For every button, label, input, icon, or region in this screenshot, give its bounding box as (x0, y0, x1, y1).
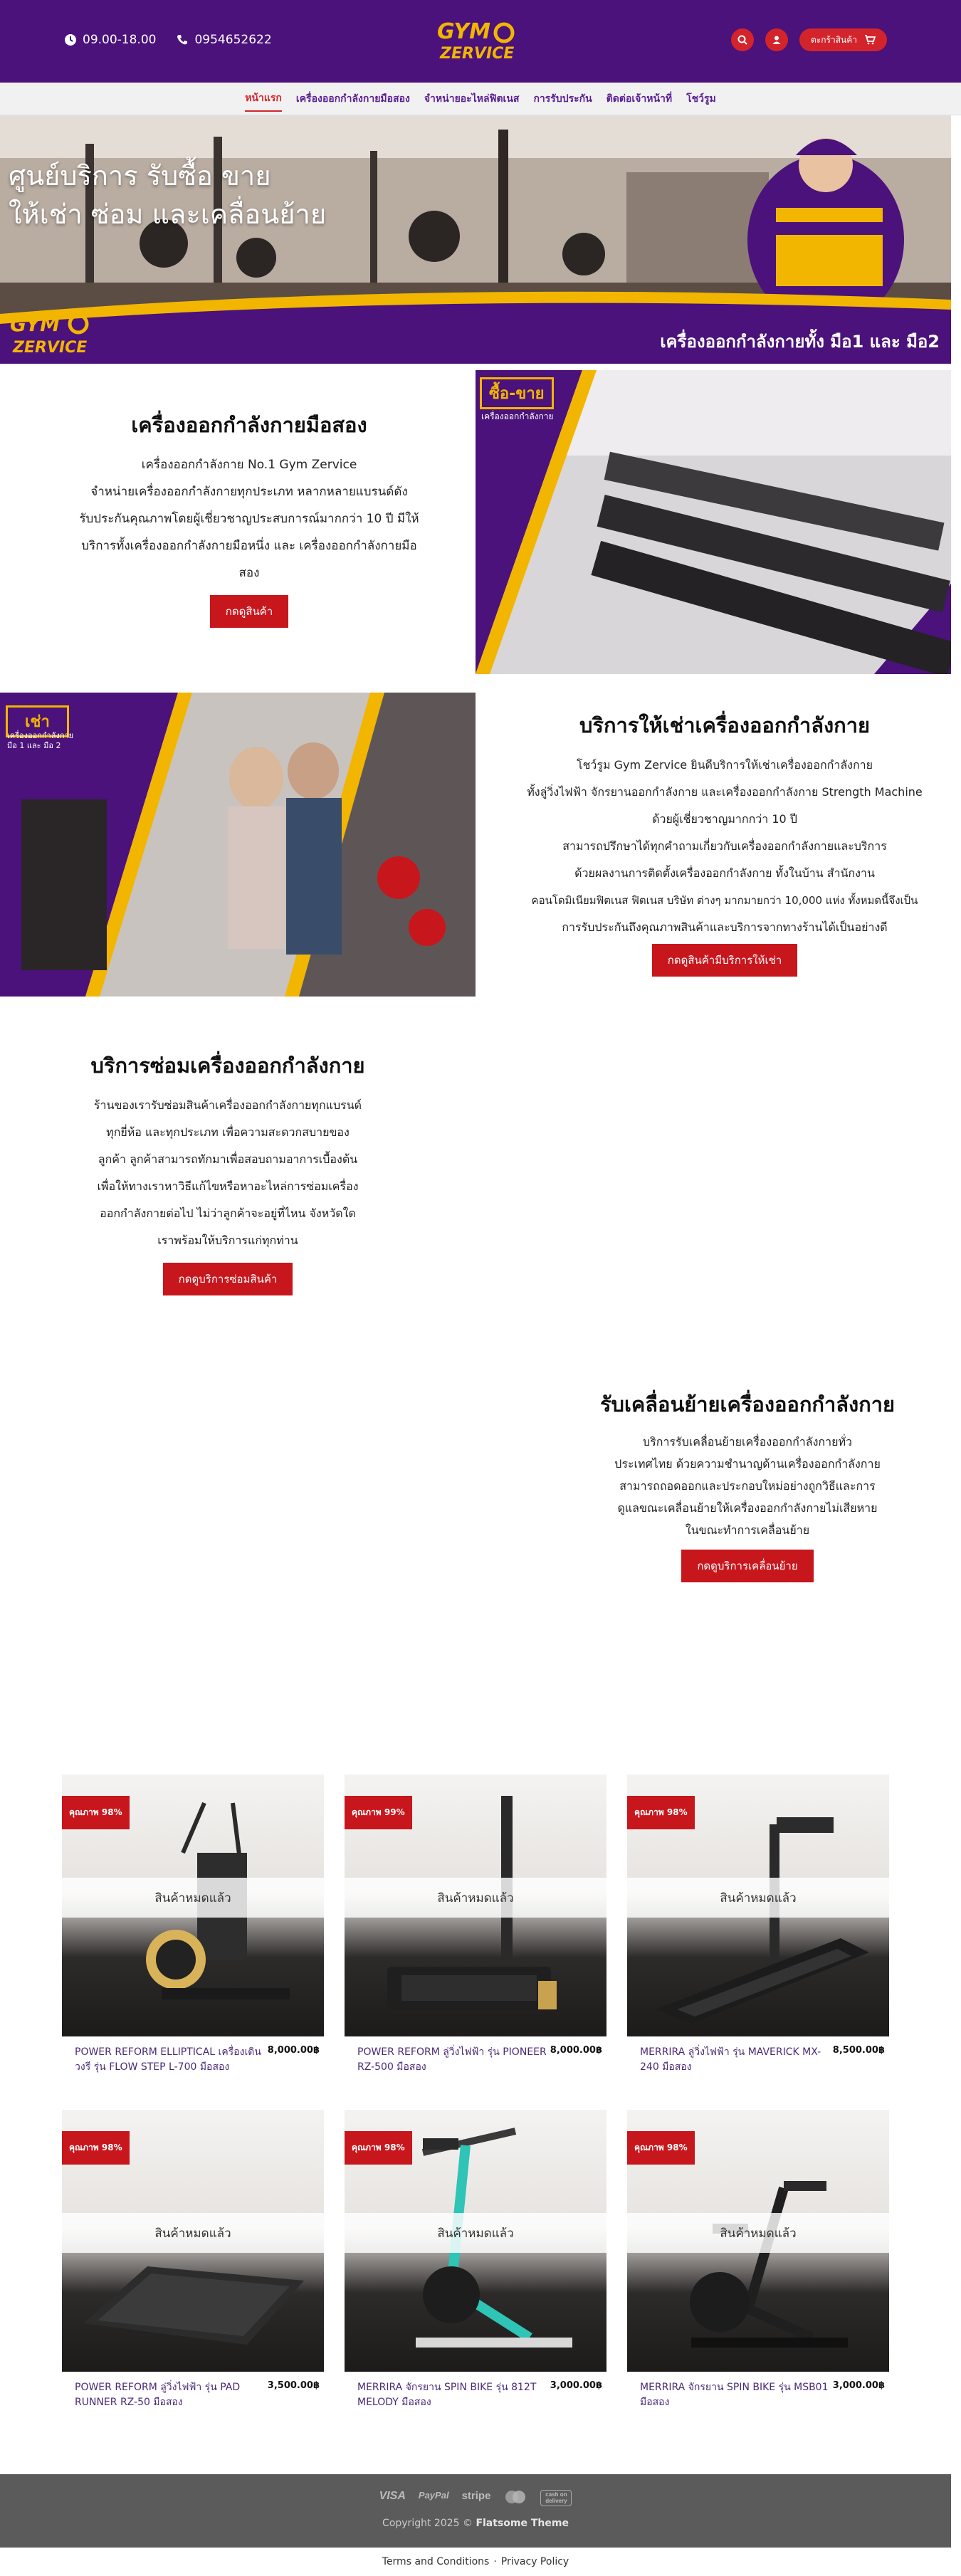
product-info (627, 2036, 889, 2075)
product-image[interactable] (627, 1775, 889, 2036)
product-info (627, 2372, 889, 2410)
secondhand-title: เครื่องออกกำลังกายมือสอง (131, 413, 367, 437)
rent-section (498, 709, 951, 977)
cod-icon (540, 2490, 572, 2506)
paypal-icon: PayPal (418, 2490, 449, 2501)
product-name[interactable]: POWER REFORM ลู่วิ่งไฟฟ้า รุ่น PIONEER RZ-500 มือสอง (357, 2046, 547, 2073)
buy-sell-tag: ซื้อ-ขาย (480, 377, 554, 409)
move-line3: สามารถถอดออกและประกอบใหม่อย่างถูกวิธีและการ (619, 1479, 876, 1493)
footer-links (0, 2548, 951, 2576)
phone-number[interactable] (176, 33, 271, 47)
rent-line5: ด้วยผลงานการติดตั้งเครื่องออกกำลังกาย ทั้งในบ้าน สำนักงาน (574, 866, 875, 880)
nav-item-contact[interactable]: ติดต่อเจ้าหน้าที่ (606, 93, 673, 105)
clock-icon (64, 33, 77, 46)
hours-text: 09.00-18.00 (83, 33, 157, 47)
rent-description (498, 752, 951, 941)
repair-line1: ร้านของเรารับซ่อมสินค้าเครื่องออกกำลังกายทุกแบรนด์ (93, 1098, 362, 1112)
site-header (0, 0, 961, 83)
header-actions (731, 28, 887, 51)
repair-title: บริการซ่อมเครื่องออกกำลังกาย (90, 1053, 365, 1078)
rent-title: บริการให้เช่าเครื่องออกกำลังกาย (579, 713, 871, 737)
sold-out-label: สินค้าหมดแล้ว (345, 2213, 606, 2253)
product-info (62, 2372, 324, 2410)
product-card[interactable] (62, 2110, 324, 2410)
cod-label: cash on delivery (545, 2491, 567, 2504)
rent-line6: คอนโดมิเนียมฟิตเนส ฟิตเนส บริษัท ต่างๆ มากมายกว่า 10,000 แห่ง ทั้งหมดนี้จึงเป็น (531, 894, 918, 907)
product-name[interactable]: POWER REFORM ลู่วิ่งไฟฟ้า รุ่น PAD RUNNER RZ-50 มือสอง (75, 2382, 241, 2408)
product-info (62, 2036, 324, 2075)
view-repair-button[interactable]: กดดูบริการซ่อมสินค้า (163, 1263, 293, 1295)
move-line2: ประเทศไทย ด้วยความชำนาญด้านเครื่องออกกำลังกาย (614, 1457, 881, 1471)
product-card[interactable] (627, 1775, 889, 2075)
product-price: 8,500.00฿ (832, 2045, 885, 2056)
repair-section (43, 1049, 413, 1295)
view-move-button[interactable]: กดดูบริการเคลื่อนย้าย (681, 1550, 813, 1582)
cart-icon (864, 35, 876, 45)
stripe-icon: stripe (461, 2490, 491, 2502)
rent-tag: เช่า (6, 705, 69, 737)
nav-item-warranty[interactable]: การรับประกัน (533, 93, 592, 105)
product-image[interactable] (345, 1775, 606, 2036)
gym-zervice-logo[interactable] (434, 17, 518, 64)
buy-sell-tag-sub: เครื่องออกกำลังกาย (481, 411, 554, 421)
secondhand-image (476, 370, 951, 674)
product-image[interactable] (62, 2110, 324, 2372)
product-card[interactable] (345, 1775, 606, 2075)
product-name[interactable]: MERRIRA จักรยาน SPIN BIKE รุ่น MSB01 มือสอง (640, 2382, 829, 2408)
secondhand-section (43, 409, 456, 628)
rent-line2: ทั้งลู่วิ่งไฟฟ้า จักรยานออกกำลังกาย และเครื่องออกกำลังกาย Strength Machine (527, 785, 923, 799)
quality-badge: คุณภาพ 98% (345, 2131, 412, 2165)
secondhand-line2: จำหน่ายเครื่องออกกำลังกายทุกประเภท หลากหลายแบรนด์ดัง (90, 485, 408, 499)
footer-link-separator: · (493, 2556, 497, 2567)
visa-icon: VISA (379, 2490, 406, 2502)
hero-title-line2: ให้เช่า ซ่อม และเคลื่อนย้าย (9, 199, 327, 230)
logo-text-top: GYM (437, 19, 490, 44)
terms-link[interactable]: Terms and Conditions (382, 2556, 490, 2567)
repair-line3: ลูกค้า ลูกค้าสามารถทักมาเพื่อสอบถามอาการเบื้องต้น (98, 1152, 358, 1166)
rent-tag-sub1: เครื่องออกกำลังกาย (7, 731, 74, 740)
product-price: 3,000.00฿ (550, 2380, 602, 2391)
secondhand-line3: รับประกันคุณภาพโดยผู้เชี่ยวชาญประสบการณ์มากกว่า 10 ปี มีให้ (79, 512, 419, 526)
phone-icon (176, 33, 189, 46)
secondhand-line4: บริการทั้งเครื่องออกกำลังกายมือหนึ่ง และ เครื่องออกกำลังกายมือ (81, 539, 417, 553)
product-image[interactable] (345, 2110, 606, 2372)
product-image[interactable] (627, 2110, 889, 2372)
copyright-theme[interactable]: Flatsome Theme (476, 2518, 569, 2529)
cart-button[interactable] (799, 28, 887, 51)
product-info (345, 2372, 606, 2410)
payment-icons (0, 2474, 951, 2506)
product-info (345, 2036, 606, 2075)
opening-hours (64, 33, 156, 47)
mastercard-icon (503, 2490, 527, 2506)
hero-caption: เครื่องออกกำลังกายทั้ง มือ1 และ มือ2 (660, 332, 940, 352)
product-name[interactable]: MERRIRA ลู่วิ่งไฟฟ้า รุ่น MAVERICK MX-240 มือสอง (640, 2046, 821, 2073)
quality-badge: คุณภาพ 98% (62, 2131, 130, 2165)
move-line1: บริการรับเคลื่อนย้ายเครื่องออกกำลังกายทั่ว (643, 1435, 852, 1449)
quality-badge: คุณภาพ 98% (627, 2131, 695, 2165)
product-card[interactable] (62, 1775, 324, 2075)
nav-item-parts[interactable]: จำหน่ายอะไหล่ฟิตเนส (424, 93, 520, 105)
hero-banner (0, 115, 951, 364)
sold-out-label: สินค้าหมดแล้ว (627, 1878, 889, 1918)
logo-text-bottom: ZERVICE (440, 45, 515, 63)
rent-tag-sub (7, 731, 73, 751)
quality-badge: คุณภาพ 99% (345, 1796, 412, 1829)
move-description (562, 1431, 933, 1541)
header-info (64, 33, 272, 47)
sold-out-label: สินค้าหมดแล้ว (62, 1878, 324, 1918)
nav-item-secondhand[interactable]: เครื่องออกกำลังกายมือสอง (295, 93, 410, 105)
quality-badge: คุณภาพ 98% (62, 1796, 130, 1829)
product-price: 8,000.00฿ (267, 2045, 320, 2056)
repair-description (43, 1092, 413, 1254)
view-products-button[interactable]: กดดูสินค้า (210, 595, 288, 628)
product-name[interactable]: MERRIRA จักรยาน SPIN BIKE รุ่น 812T MELODY มือสอง (357, 2382, 537, 2408)
user-icon (772, 35, 782, 45)
rent-line7: การรับประกันถึงคุณภาพสินค้าและบริการจากทางร้านได้เป็นอย่างดี (562, 920, 888, 934)
main-navigation (0, 83, 961, 115)
product-image[interactable] (62, 1775, 324, 2036)
secondhand-line5: สอง (238, 566, 260, 580)
nav-item-home[interactable]: หน้าแรก (245, 86, 282, 112)
repair-line6: เราพร้อมให้บริการแก่ทุกท่าน (157, 1234, 298, 1247)
cart-label: ตะกร้าสินค้า (811, 34, 857, 45)
hero-title (9, 157, 326, 233)
product-card[interactable] (627, 2110, 889, 2410)
move-line4: ดูแลขณะเคลื่อนย้ายให้เครื่องออกกำลังกายไม่เสียหาย (617, 1501, 878, 1515)
product-price: 3,000.00฿ (832, 2380, 885, 2391)
copyright-prefix: Copyright 2025 © (382, 2518, 473, 2529)
move-section (562, 1388, 933, 1582)
sold-out-label: สินค้าหมดแล้ว (627, 2213, 889, 2253)
quality-badge: คุณภาพ 98% (627, 1796, 695, 1829)
rent-line4: สามารถปรึกษาได้ทุกคำถามเกี่ยวกับเครื่องออกกำลังกายและบริการ (562, 839, 887, 853)
rent-tag-sub2: มือ 1 และ มือ 2 (7, 741, 61, 750)
search-icon (737, 35, 747, 45)
sold-out-label: สินค้าหมดแล้ว (345, 1878, 606, 1918)
product-name[interactable]: POWER REFORM ELLIPTICAL เครื่องเดินวงรี รุ่น FLOW STEP L-700 มือสอง (75, 2046, 261, 2073)
repair-line4: เพื่อให้ทางเราหาวิธีแก้ไขหรือหาอะไหล่การซ่อมเครื่อง (97, 1179, 359, 1193)
repair-line5: ออกกำลังกายต่อไป ไม่ว่าลูกค้าจะอยู่ที่ไหน จังหวัดใด (100, 1206, 356, 1220)
repair-line2: ทุกยี่ห้อ และทุกประเภท เพื่อความสะดวกสบายของ (106, 1125, 350, 1139)
nav-item-showroom[interactable]: โชว์รูม (686, 93, 716, 105)
site-footer (0, 2474, 951, 2548)
rent-line1: โชว์รูม Gym Zervice ยินดีบริการให้เช่าเครื่องออกกำลังกาย (576, 758, 873, 772)
product-card[interactable] (345, 2110, 606, 2410)
secondhand-description (43, 451, 456, 587)
hero-title-line1: ศูนย์บริการ รับซื้อ ขาย (9, 160, 271, 191)
privacy-link[interactable]: Privacy Policy (500, 2556, 569, 2567)
hero-logo-bottom: ZERVICE (13, 339, 88, 357)
copyright (0, 2518, 951, 2529)
rent-line3: ด้วยผู้เชี่ยวชาญมากกว่า 10 ปี (652, 812, 797, 826)
rent-image (0, 693, 476, 997)
secondhand-line1: เครื่องออกกำลังกาย No.1 Gym Zervice (141, 458, 357, 472)
account-button[interactable] (765, 28, 788, 51)
view-rent-button[interactable]: กดดูสินค้ามีบริการให้เช่า (652, 944, 797, 977)
product-price: 3,500.00฿ (267, 2380, 320, 2391)
search-button[interactable] (731, 28, 754, 51)
hero-logo-top: GYM (10, 312, 60, 336)
move-title: รับเคลื่อนย้ายเครื่องออกกำลังกาย (599, 1392, 896, 1416)
sold-out-label: สินค้าหมดแล้ว (62, 2213, 324, 2253)
phone-text: 0954652622 (194, 33, 272, 47)
hero-logo (9, 310, 94, 358)
product-price: 8,000.00฿ (550, 2045, 602, 2056)
move-line5: ในขณะทำการเคลื่อนย้าย (685, 1523, 810, 1537)
